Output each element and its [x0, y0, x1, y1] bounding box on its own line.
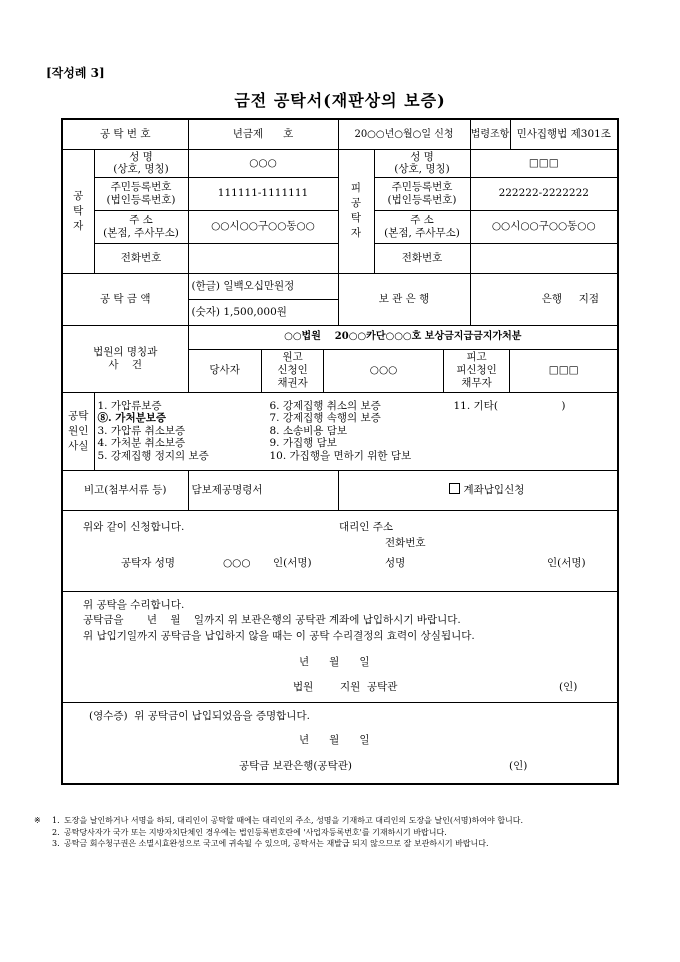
- application-statement: 위와 같이 신청합니다.: [83, 520, 185, 533]
- reason-item: [454, 412, 584, 425]
- reasons-label: 공탁 원인 사실: [62, 392, 94, 470]
- depositor-name-value: ○○○: [188, 149, 338, 177]
- note-text: 공탁당사자가 국가 또는 지방자치단체인 경우에는 법인등록번호란에 '사업자등록번호'를 기재하시기 바랍니다.: [64, 827, 447, 837]
- deposit-form-table: [61, 118, 619, 785]
- party-cell: [188, 349, 618, 392]
- bank-value: 은행 지점: [470, 273, 618, 325]
- note-number: 1.: [52, 816, 60, 825]
- acceptance-line-2: 공탁금을 년 월 일까지 위 보관은행의 공탁관 계좌에 납입하시기 바랍니다.: [83, 613, 461, 626]
- law-label: 법령조항: [470, 119, 510, 149]
- acceptance-court-line: 법원 지원 공탁관: [293, 680, 398, 693]
- depositor-name-sign-label: 공탁자 성명: [121, 556, 176, 569]
- account-deposit-checkbox[interactable]: [449, 483, 460, 494]
- reason-item: 1. 가압류보증: [97, 399, 162, 412]
- party-label: 당사자: [189, 350, 262, 392]
- note-number: 3.: [52, 839, 60, 848]
- deposit-number-label: 공 탁 번 호: [62, 119, 188, 149]
- deposit-number-value: 년금제 호: [188, 119, 338, 149]
- reason-item: 9. 가집행 담보: [269, 437, 337, 450]
- acceptance-section: [62, 591, 618, 702]
- depositor-phone-value: [188, 243, 338, 273]
- depositor-name-sign-value: ○○○: [223, 556, 251, 569]
- application-section: [62, 510, 618, 591]
- reason-item: 7. 강제집행 속행의 보증: [269, 412, 381, 425]
- depositee-phone-label: 전화번호: [374, 243, 470, 273]
- agent-address-label: 대리인 주소: [339, 520, 394, 533]
- document-title: 금전 공탁서(재판상의 보증): [234, 91, 446, 110]
- reason-item-selected: ⑧. 가처분보증: [97, 412, 167, 425]
- depositor-address-label: 주 소 (본점, 주사무소): [94, 210, 188, 243]
- acceptance-line-3: 위 납입기일까지 공탁금을 납입하지 않을 때는 이 공탁 수리결정의 효력이 상실됩니다.: [83, 629, 475, 642]
- note-text: 공탁금 회수청구권은 소멸시효완성으로 국고에 귀속될 수 있으며, 공탁서는 재발급 되지 않으므로 잘 보관하시기 바랍니다.: [64, 839, 489, 848]
- reason-item: 8. 소송비용 담보: [269, 424, 348, 437]
- depositee-address-value: ○○시○○구○○동○○: [470, 210, 618, 243]
- note-number: 2.: [52, 827, 60, 837]
- reason-item: 4. 가처분 취소보증: [97, 437, 186, 450]
- note-mark: ※: [34, 816, 41, 825]
- defendant-value: □□□: [548, 364, 579, 377]
- note-text: 도장을 날인하거나 서명을 하되, 대리인이 공탁할 때에는 대리인의 주소, 성명을 기재하고 대리인의 도장을 날인(서명)하여야 합니다.: [64, 816, 524, 825]
- case-value: ○○법원 20○○카단○○○호 보상금지급금지가처분: [188, 325, 618, 349]
- depositor-address-value: ○○시○○구○○동○○: [188, 210, 338, 243]
- remarks-label: 비고(첨부서류 등): [62, 470, 188, 510]
- depositee-id-value: 222222-2222222: [470, 177, 618, 210]
- depositor-phone-label: 전화번호: [94, 243, 188, 273]
- depositor-seal: 인(서명): [273, 556, 312, 569]
- footnotes: [34, 815, 634, 850]
- reason-item: [454, 437, 584, 450]
- remarks-value: 담보제공명령서: [188, 470, 338, 510]
- law-value: 민사집행법 제301조: [510, 119, 618, 149]
- depositor-id-label: 주민등록번호 (법인등록번호): [94, 177, 188, 210]
- account-deposit-label: 계좌납입신청: [463, 484, 525, 497]
- receipt-date: 년 월 일: [299, 733, 370, 746]
- depositee-name-label: 성 명 (상호, 명칭): [374, 149, 470, 177]
- receipt-section: [62, 702, 618, 784]
- reason-item: 5. 강제집행 정지의 보증: [97, 449, 209, 462]
- agent-seal: 인(서명): [547, 556, 586, 569]
- depositee-id-label: 주민등록번호 (법인등록번호): [374, 177, 470, 210]
- account-deposit-option[interactable]: [338, 470, 618, 510]
- reason-item: [454, 425, 584, 438]
- application-date: 20○○년○월○일 신청: [338, 119, 470, 149]
- depositor-id-value: 111111-1111111: [188, 177, 338, 210]
- reason-item: [454, 450, 584, 463]
- depositee-name-value: □□□: [470, 149, 618, 177]
- acceptance-seal: (인): [559, 680, 578, 693]
- depositor-name-label: 성 명 (상호, 명칭): [94, 149, 188, 177]
- reasons-list: [94, 392, 618, 470]
- reason-item: 6. 강제집행 취소의 보증: [269, 399, 381, 412]
- acceptance-date: 년 월 일: [299, 655, 370, 668]
- amount-digits: (숫자) 1,500,000원: [188, 299, 338, 325]
- reason-item: 3. 가압류 취소보증: [97, 424, 186, 437]
- amount-korean: (한글) 일백오십만원정: [188, 273, 338, 299]
- reason-item: 10. 가집행을 면하기 위한 담보: [269, 449, 412, 462]
- depositee-phone-value: [470, 243, 618, 273]
- receipt-bank-line: 공탁금 보관은행(공탁관): [239, 759, 352, 772]
- court-label: 법원의 명칭과 사 건: [62, 325, 188, 392]
- plaintiff-label: 원고 신청인 채권자: [261, 350, 324, 392]
- amount-label: 공 탁 금 액: [62, 273, 188, 325]
- plaintiff-value: ○○○: [324, 350, 443, 392]
- receipt-line: (영수증) 위 공탁금이 납입되었음을 증명합니다.: [89, 709, 310, 722]
- bank-label: 보 관 은 행: [338, 273, 470, 325]
- acceptance-line-1: 위 공탁을 수리합니다.: [83, 598, 185, 611]
- depositor-side-label: 공 탁 자: [62, 149, 94, 273]
- agent-phone-label: 전화번호: [385, 536, 426, 549]
- agent-name-label: 성명: [385, 556, 406, 569]
- reason-item: 11. 기타( ): [453, 399, 566, 412]
- receipt-seal: (인): [509, 759, 528, 772]
- defendant-label: 피고 피신청인 채무자: [443, 350, 510, 392]
- sample-label: [작성례 3]: [46, 66, 105, 80]
- depositee-address-label: 주 소 (본점, 주사무소): [374, 210, 470, 243]
- depositee-side-label: 피 공 탁 자: [338, 149, 374, 273]
